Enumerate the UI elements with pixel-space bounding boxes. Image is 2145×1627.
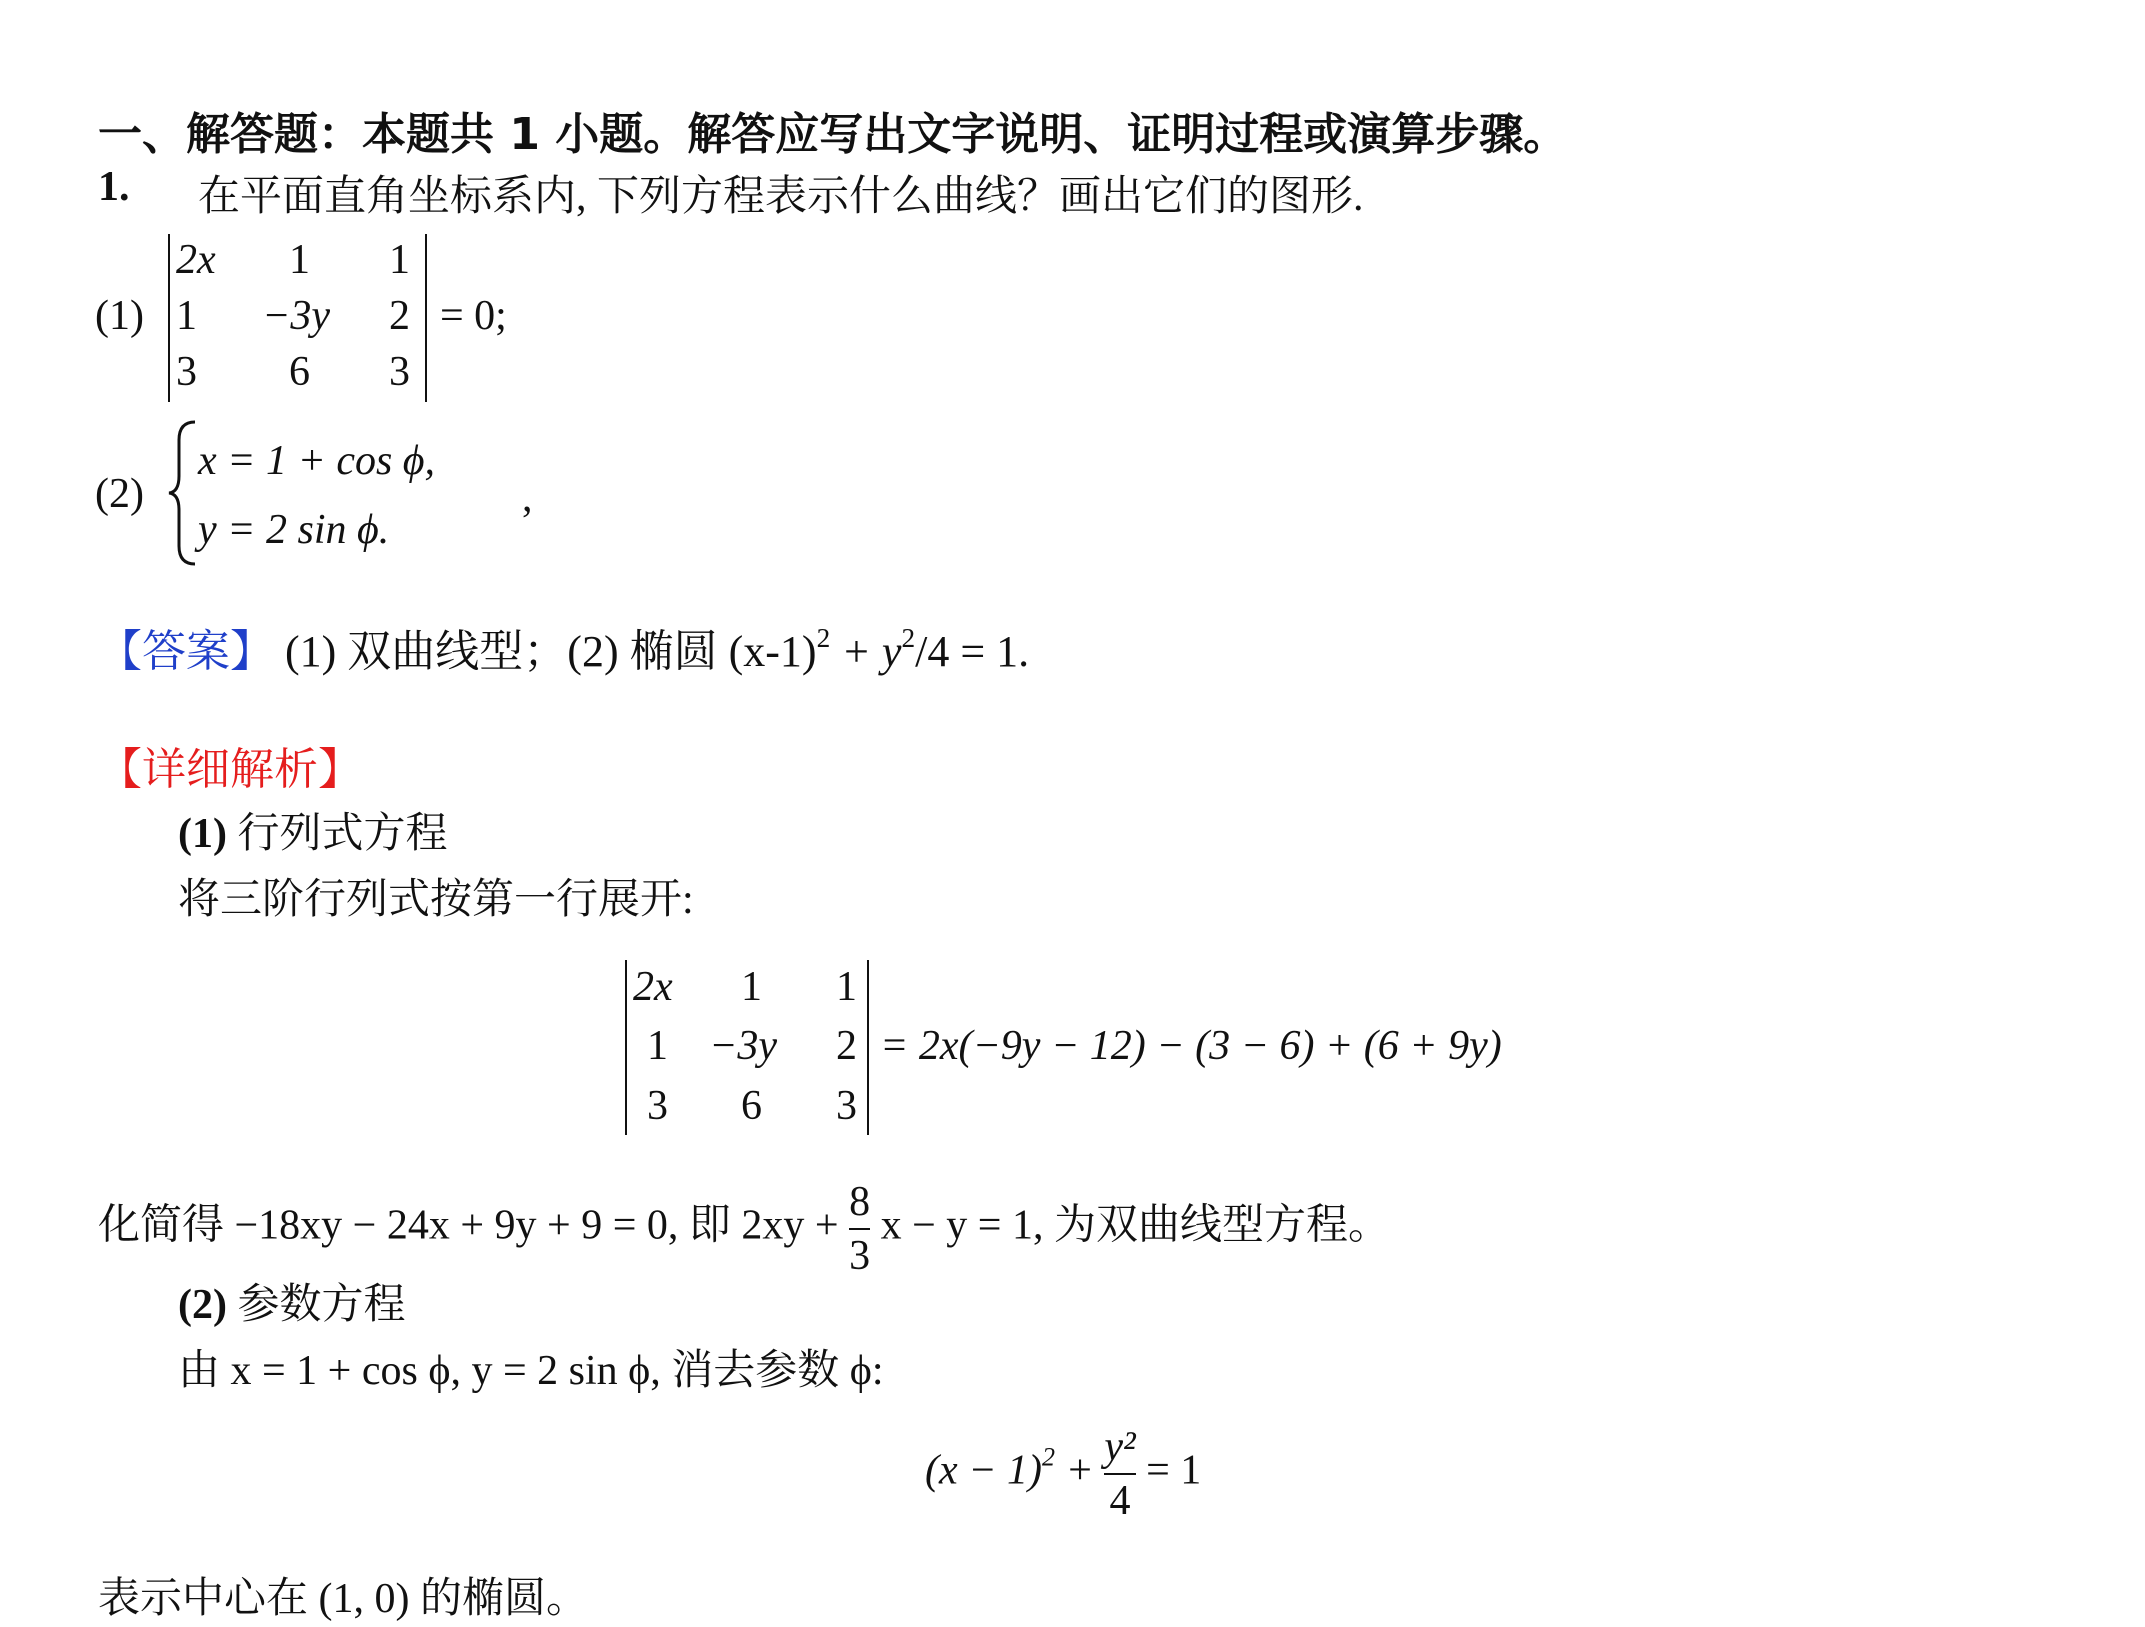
det1-cell: 2 <box>389 293 410 339</box>
part2-label: (2) <box>95 471 144 517</box>
answer-line <box>98 615 1029 679</box>
expansion-rhs: = 2x(−9y − 12) − (3 − 6) + (6 + 9y) <box>880 1023 1502 1069</box>
det2-cell: 3 <box>647 1083 668 1129</box>
analysis-tag: 【详细解析】 <box>98 745 362 794</box>
eq-plus: + <box>1054 1447 1105 1494</box>
det2-cell: 1 <box>741 964 762 1010</box>
step1-intro: 将三阶行列式按第一行展开: <box>178 877 694 923</box>
answer-text: /4 = 1. <box>915 627 1030 676</box>
simplification-pre: 化简得 −18xy − 24x + 9y + 9 = 0, 即 2xy + <box>98 1202 839 1249</box>
step2-number: (2) <box>178 1282 227 1328</box>
det1-cell: 1 <box>289 237 310 283</box>
det1-cell: 6 <box>289 349 310 395</box>
part2-line2: y = 2 sin ϕ. <box>198 507 390 553</box>
answer-text: (1) 双曲线型；(2) 椭圆 (x-1) <box>285 627 817 676</box>
eq-right: = 1 <box>1146 1447 1202 1494</box>
ellipse-equation <box>925 1425 1201 1523</box>
step1-number: (1) <box>178 811 227 857</box>
det2-cell: 1 <box>647 1023 668 1069</box>
det1-cell: 3 <box>389 349 410 395</box>
step2-title <box>178 1271 406 1331</box>
det2-cell: 2 <box>836 1023 857 1069</box>
question-text: 在平面直角坐标系内, 下列方程表示什么曲线？画出它们的图形. <box>198 174 1364 220</box>
eq-left: (x − 1) <box>925 1447 1042 1494</box>
det2-cell: −3y <box>709 1023 777 1069</box>
step1-title <box>178 800 448 860</box>
part1-tail: = 0; <box>440 293 507 339</box>
simplification-post: x − y = 1, 为双曲线型方程。 <box>880 1202 1390 1249</box>
fraction-denominator: 3 <box>849 1233 871 1280</box>
answer-sup: 2 <box>901 622 916 653</box>
part2-line1: x = 1 + cos ϕ, <box>198 438 436 484</box>
determinant-1 <box>168 234 427 402</box>
det2-cell: 2x <box>633 964 673 1010</box>
det1-cell: 1 <box>176 293 197 339</box>
eq-sup: 2 <box>1041 1442 1055 1472</box>
part1-label: (1) <box>95 293 144 339</box>
fraction-numerator: y² <box>1104 1424 1136 1470</box>
step2-intro: 由 x = 1 + cos ϕ, y = 2 sin ϕ, 消去参数 ϕ: <box>178 1348 884 1394</box>
determinant-2 <box>625 960 869 1135</box>
fraction-8-3 <box>849 1180 870 1278</box>
det1-cell: 2x <box>176 237 216 283</box>
simplification-line <box>98 1180 1390 1278</box>
fraction-bar <box>849 1228 870 1230</box>
det1-cell: 3 <box>176 349 197 395</box>
det2-cell: 1 <box>836 964 857 1010</box>
answer-text: + y <box>830 627 902 676</box>
det1-cell: −3y <box>262 293 330 339</box>
fraction-denominator: 4 <box>1109 1478 1131 1525</box>
section-heading: 一、解答题：本题共 1 小题。解答应写出文字说明、证明过程或演算步骤。 <box>98 109 1568 160</box>
det2-cell: 6 <box>741 1083 762 1129</box>
step1-title-text: 行列式方程 <box>226 811 448 857</box>
answer-tag: 【答案】 <box>98 627 274 676</box>
det1-cell: 1 <box>389 237 410 283</box>
fraction-y2-4 <box>1104 1425 1135 1523</box>
step2-title-text: 参数方程 <box>226 1282 406 1328</box>
fraction-numerator: 8 <box>849 1179 871 1225</box>
conclusion: 表示中心在 (1, 0) 的椭圆。 <box>98 1576 588 1622</box>
answer-sup: 2 <box>816 622 831 653</box>
det2-cell: 3 <box>836 1083 857 1129</box>
part2-tail: , <box>522 475 533 521</box>
question-number: 1. <box>98 164 130 210</box>
fraction-bar <box>1104 1473 1135 1475</box>
